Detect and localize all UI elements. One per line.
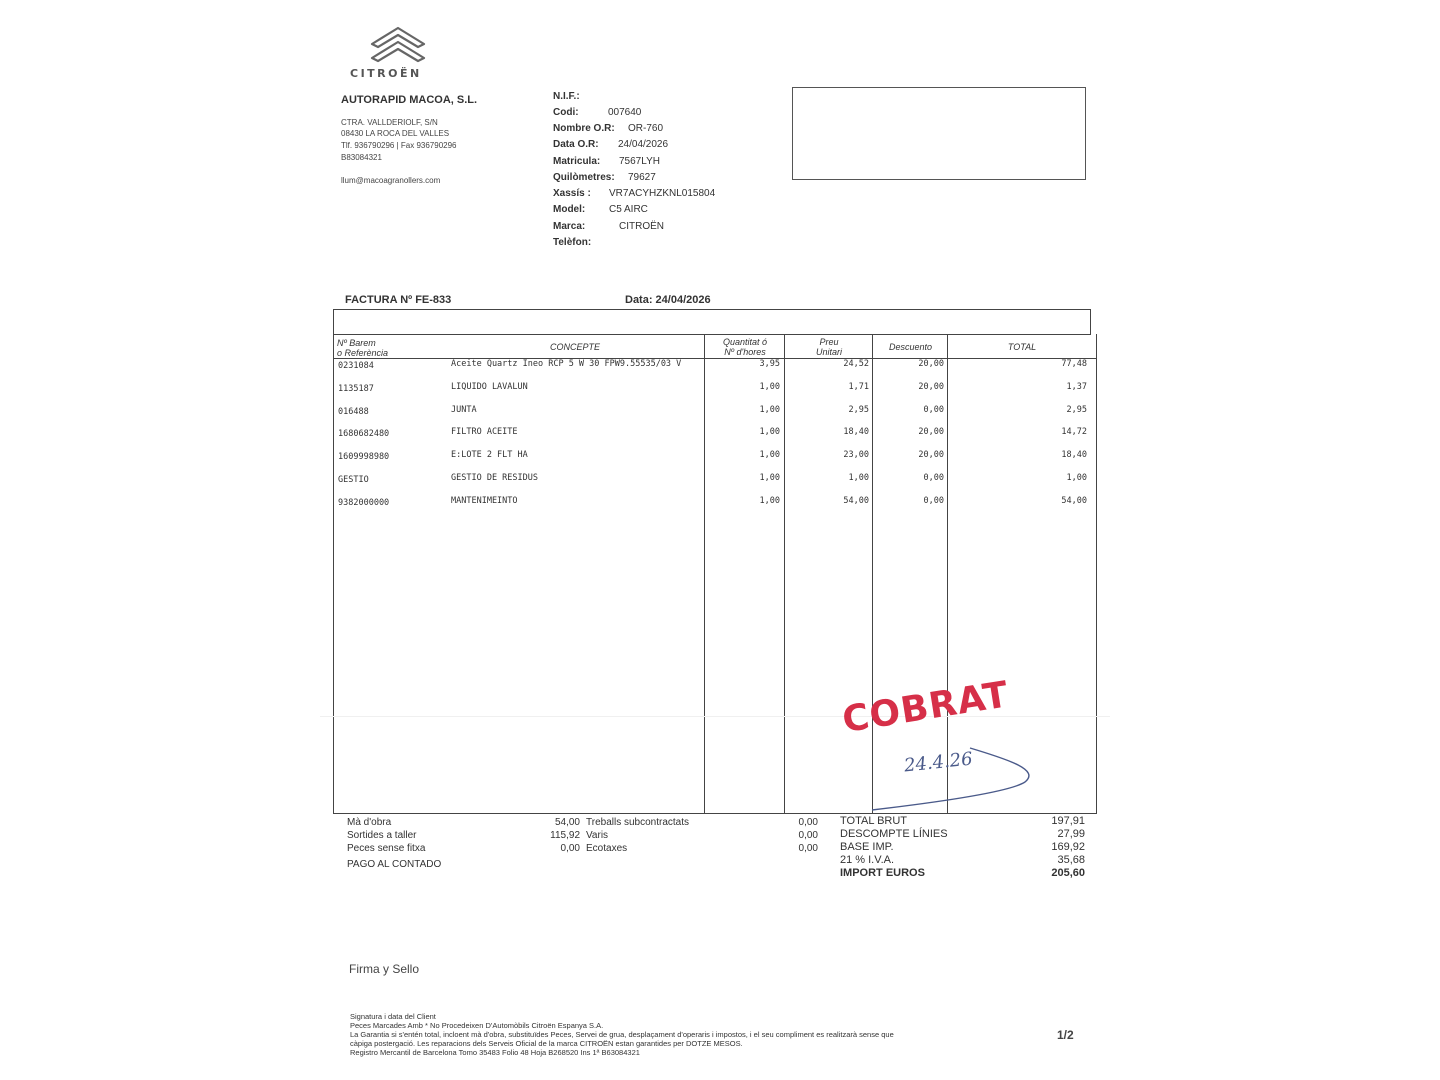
cell-discount: 0,00 (923, 473, 944, 483)
cell-unit-price: 23,00 (843, 450, 869, 461)
cell-total: 77,48 (1061, 359, 1087, 369)
cell-concept: JUNTA (451, 404, 477, 415)
cell-unit-price: 1,00 (848, 473, 869, 483)
data-or-label: Data O.R: (553, 139, 599, 150)
customer-address-box (792, 87, 1086, 180)
header-total: TOTAL (1007, 342, 1037, 352)
cell-ref: 0231084 (338, 361, 374, 371)
cell-unit-price: 18,40 (843, 427, 869, 438)
cell-quantity: 1,00 (759, 427, 780, 438)
cell-concept: GESTIO DE RESIDUS (451, 473, 538, 483)
cell-discount: 20,00 (918, 450, 944, 461)
xassis-label: Xassís : (553, 188, 591, 199)
summary-label: Sortides a taller (347, 830, 417, 841)
cell-unit-price: 1,71 (848, 381, 869, 392)
page-number: 1/2 (1057, 1028, 1074, 1042)
nombre-or-value: OR-760 (628, 123, 664, 134)
invoice-title: FACTURA Nº FE-833 (345, 294, 452, 306)
xassis-value: VR7ACYHZKNL015804 (609, 188, 716, 199)
summary-sub-value: 0,00 (798, 843, 818, 854)
signature-label: Firma y Sello (349, 962, 420, 976)
header-ref-line1: Nº Barem (337, 338, 376, 348)
cell-total: 54,00 (1061, 495, 1087, 506)
summary-label: Mà d'obra (347, 817, 392, 828)
cell-concept: Aceite Quartz Ineo RCP 5 W 30 FPW9.55535/03 V (451, 359, 682, 369)
summary-value: 54,00 (554, 817, 580, 828)
cell-ref: GESTIO (338, 475, 369, 485)
cell-quantity: 1,00 (759, 404, 780, 415)
codi-value: 007640 (608, 107, 642, 118)
cell-discount: 20,00 (918, 381, 944, 392)
cell-discount: 20,00 (918, 427, 944, 438)
cell-ref: 1680682480 (338, 429, 390, 440)
cell-total: 18,40 (1061, 450, 1087, 461)
summary-sub-value: 0,00 (798, 817, 818, 828)
quilometres-label: Quilòmetres: (553, 172, 615, 183)
header-quantity-line2: Nº d'hores (724, 347, 766, 357)
cell-unit-price: 24,52 (843, 359, 869, 369)
nif-label: N.I.F.: (553, 91, 580, 102)
summary-value: 115,92 (550, 830, 580, 841)
cell-total: 1,37 (1066, 381, 1087, 392)
company-phone-line: Tlf. 936790296 | Fax 936790296 (341, 141, 457, 150)
cell-ref: 016488 (338, 406, 369, 417)
header-unit-price (786, 337, 872, 357)
company-tax-id: B83084321 (341, 153, 382, 162)
quilometres-value: 79627 (628, 172, 656, 183)
company-address-line: 08430 LA ROCA DEL VALLES (341, 129, 450, 138)
cell-ref: 1609998980 (338, 452, 390, 463)
matricula-value: 7567LYH (619, 156, 660, 167)
header-discount: Descuento (888, 342, 933, 352)
total-label: TOTAL BRUT (840, 815, 908, 827)
summary-sub-label: Treballs subcontractats (586, 817, 690, 828)
header-quantity (706, 337, 784, 357)
footer-line: càpiga postergació. Les reparacions dels Serveis Oficial de la marca CITROËN estan garantides per DOTZE MESOS. (350, 1039, 743, 1048)
summary-value: 0,00 (560, 843, 580, 854)
brand-wordmark: CITROËN (350, 67, 422, 80)
total-label: DESCOMPTE LÍNIES (840, 828, 948, 840)
cell-concept: MANTENIMEINTO (451, 495, 518, 506)
marca-label: Marca: (553, 221, 586, 232)
data-or-value: 24/04/2026 (618, 139, 669, 150)
summary-sub-label: Varis (586, 830, 609, 841)
cell-total: 1,00 (1066, 473, 1087, 483)
cell-quantity: 1,00 (759, 495, 780, 506)
cell-quantity: 1,00 (759, 450, 780, 461)
payment-method: PAGO AL CONTADO (347, 859, 442, 870)
handwritten-date: 24.4.26 (903, 748, 974, 777)
table-top-band (333, 309, 1091, 335)
summary-sub-label: Ecotaxes (586, 843, 628, 854)
cell-quantity: 1,00 (759, 381, 780, 392)
paid-stamp: COBRAT (839, 674, 1012, 741)
cell-ref: 1135187 (338, 383, 374, 394)
footer-line: Peces Marcades Amb * No Procedeixen D'Automòbils Citroën Espanya S.A. (350, 1021, 604, 1030)
company-address-line: CTRA. VALLDERIOLF, S/N (341, 118, 438, 127)
company-email: llum@macoagranollers.com (341, 176, 441, 185)
cell-discount: 0,00 (923, 495, 944, 506)
header-quantity-line1: Quantitat ó (722, 337, 768, 347)
total-label: BASE IMP. (840, 841, 894, 853)
footer-line: La Garantia si s'entén total, incloent mà d'obra, substituïdes Peces, Servei de grua, desplaçament d'operaris i impostos, i el seu compliment es realitzarà sense que (350, 1030, 894, 1039)
model-label: Model: (553, 204, 586, 215)
cell-concept: FILTRO ACEITE (451, 427, 518, 438)
matricula-label: Matricula: (553, 156, 601, 167)
footer-line: Signatura i data del Client (350, 1012, 436, 1021)
marca-value: CITROËN (619, 221, 664, 232)
codi-label: Codi: (553, 107, 579, 118)
cell-total: 2,95 (1066, 404, 1087, 415)
grand-total-value: 205,60 (1051, 867, 1085, 879)
telefon-label: Telèfon: (553, 237, 592, 248)
header-ref (337, 338, 388, 358)
column-divider (784, 334, 785, 814)
cell-discount: 20,00 (918, 359, 944, 369)
nombre-or-label: Nombre O.R: (553, 123, 615, 134)
header-price-line2: Unitari (815, 347, 842, 357)
invoice-date: Data: 24/04/2026 (625, 294, 711, 306)
cell-quantity: 3,95 (759, 359, 780, 369)
company-name: AUTORAPID MACOA, S.L. (341, 94, 478, 106)
cell-discount: 0,00 (923, 404, 944, 415)
cell-unit-price: 2,95 (848, 404, 869, 415)
total-value: 169,92 (1051, 841, 1085, 853)
column-divider (704, 334, 705, 814)
footer-line: Registro Mercantil de Barcelona Tomo 35483 Folio 48 Hoja B268520 Ins 1ª B63084321 (350, 1048, 640, 1057)
cell-ref: 9382000000 (338, 497, 390, 508)
header-price-line1: Preu (819, 337, 839, 347)
handwritten-scribble (860, 740, 1040, 820)
cell-unit-price: 54,00 (843, 495, 869, 506)
grand-total-label: IMPORT EUROS (840, 867, 925, 879)
cell-quantity: 1,00 (759, 473, 780, 483)
model-value: C5 AIRC (609, 204, 648, 215)
total-value: 27,99 (1057, 828, 1085, 840)
summary-label: Peces sense fitxa (347, 843, 426, 854)
summary-sub-value: 0,00 (798, 830, 818, 841)
header-ref-line2: o Referència (337, 348, 389, 358)
total-label: 21 % I.V.A. (840, 854, 895, 866)
header-concept: CONCEPTE (549, 342, 600, 352)
total-value: 197,91 (1051, 815, 1085, 827)
total-value: 35,68 (1057, 854, 1085, 866)
cell-total: 14,72 (1061, 427, 1087, 438)
cell-concept: LIQUIDO LAVALUN (451, 381, 528, 392)
cell-concept: E:LOTE 2 FLT HA (451, 450, 528, 461)
